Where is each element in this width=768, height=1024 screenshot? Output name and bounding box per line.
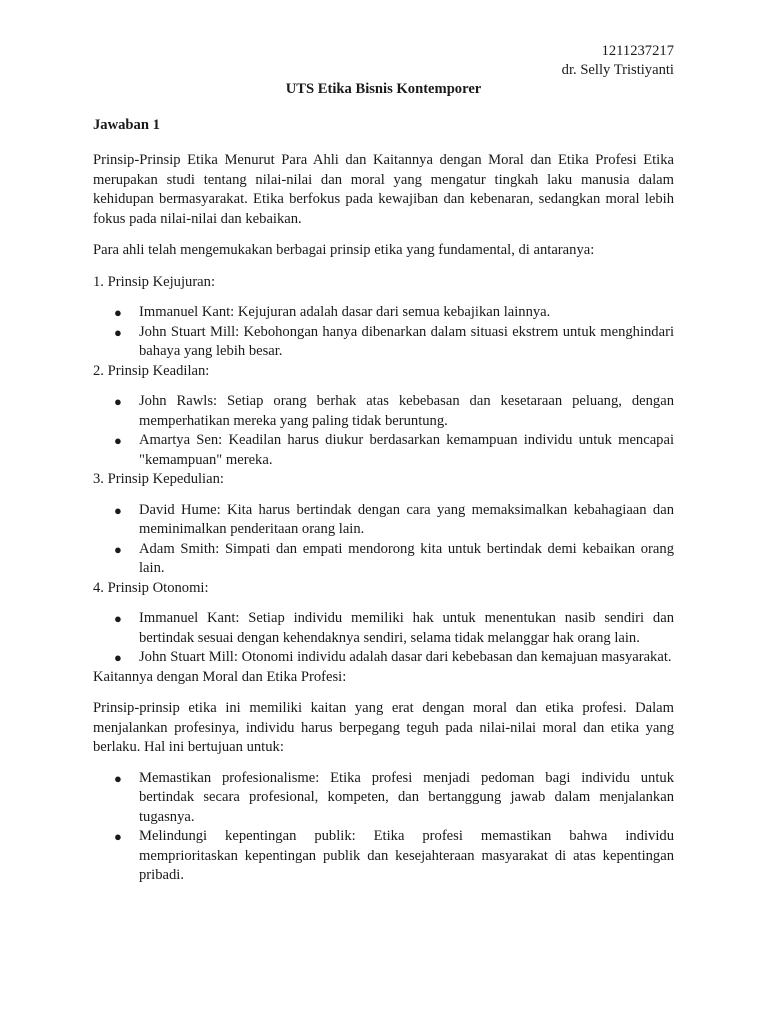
- list-item-text: Amartya Sen: Keadilan harus diukur berdasarkan kemampuan individu untuk mencapai "kemampuan" mereka.: [139, 432, 674, 468]
- list-item: [93, 648, 674, 668]
- list-item: [93, 769, 674, 828]
- bullet-icon: ●: [114, 394, 122, 409]
- list-item: [93, 303, 674, 323]
- intro-paragraph: Prinsip-Prinsip Etika Menurut Para Ahli dan Kaitannya dengan Moral dan Etika Profesi Etika merupakan studi tentang nilai-nilai dan moral yang mengatur tingkah laku manusia dalam kehidupan bermasyarakat. Etika berfokus pada kewajiban dan kebenaran, sedangkan moral lebih fokus pada nilai-nilai dan kebaikan.: [93, 152, 674, 227]
- lecturer-name: dr. Selly Tristiyanti: [561, 62, 674, 78]
- principle-title: 3. Prinsip Kepedulian:: [93, 471, 224, 487]
- relation-heading: Kaitannya dengan Moral dan Etika Profesi:: [93, 668, 347, 685]
- answer-heading: Jawaban 1: [93, 117, 160, 133]
- list-item-text: John Rawls: Setiap orang berhak atas kebebasan dan kesetaraan peluang, dengan memperhatikan mereka yang paling tidak beruntung.: [139, 393, 674, 429]
- list-item-text: Melindungi kepentingan publik: Etika profesi memastikan bahwa individu memprioritaskan kepentingan publik dan kesejahteraan masyarakat di atas kepentingan pribadi.: [139, 828, 674, 883]
- list-item-text: John Stuart Mill: Kebohongan hanya dibenarkan dalam situasi ekstrem untuk menghindari bahaya yang lebih besar.: [139, 323, 674, 359]
- bullet-icon: ●: [114, 541, 122, 557]
- document-page: [93, 42, 674, 886]
- list-item-text: John Stuart Mill: Otonomi individu adalah dasar dari kebebasan dan kemajuan masyarakat.: [139, 649, 672, 665]
- principle-list: [93, 501, 674, 579]
- principle-list: [93, 609, 674, 668]
- document-title: UTS Etika Bisnis Kontemporer: [285, 81, 482, 97]
- list-item: [93, 392, 674, 431]
- list-item-text: Adam Smith: Simpati dan empati mendorong kita untuk bertindak demi kebaikan orang lain.: [139, 540, 674, 576]
- list-item: [93, 609, 674, 648]
- bullet-icon: ●: [114, 611, 122, 626]
- list-item-text: Memastikan profesionalisme: Etika profesi menjadi pedoman bagi individu untuk bertindak secara profesional, kompeten, dan bertanggung jawab dalam menjalankan tugasnya.: [139, 769, 674, 825]
- bullet-icon: ●: [114, 502, 122, 518]
- relation-paragraph: Prinsip-prinsip etika ini memiliki kaitan yang erat dengan moral dan etika profesi. Dalam menjalankan profesinya, individu harus berpegang teguh pada nilai-nilai moral dan etika yang berlaku. Hal ini bertujuan untuk:: [93, 700, 674, 755]
- list-item-text: Immanuel Kant: Kejujuran adalah dasar dari semua kebajikan lainnya.: [139, 304, 551, 320]
- bullet-icon: ●: [114, 829, 122, 844]
- student-id: 1211237217: [601, 43, 674, 59]
- bullet-icon: ●: [114, 305, 122, 320]
- bullet-icon: ●: [114, 770, 122, 786]
- principle-list: [93, 392, 674, 470]
- list-item: [93, 323, 674, 362]
- bullet-icon: ●: [114, 433, 122, 448]
- principle-title: 1. Prinsip Kejujuran:: [93, 273, 216, 290]
- principle-list: [93, 303, 674, 362]
- principle-title: 2. Prinsip Keadilan:: [93, 362, 210, 379]
- experts-paragraph: Para ahli telah mengemukakan berbagai prinsip etika yang fundamental, di antaranya:: [93, 242, 595, 258]
- bullet-icon: ●: [114, 324, 122, 340]
- principle-title: 4. Prinsip Otonomi:: [93, 579, 209, 596]
- relation-list: [93, 769, 674, 886]
- list-item-text: David Hume: Kita harus bertindak dengan cara yang memaksimalkan kebahagiaan dan meminimalkan penderitaan orang lain.: [139, 501, 674, 537]
- list-item: [93, 827, 674, 886]
- list-item: [93, 501, 674, 540]
- list-item-text: Immanuel Kant: Setiap individu memiliki hak untuk menentukan nasib sendiri dan bertindak sesuai dengan kehendaknya sendiri, selama tidak melanggar hak orang lain.: [139, 610, 674, 646]
- list-item: [93, 540, 674, 579]
- list-item: [93, 431, 674, 470]
- bullet-icon: ●: [114, 650, 122, 665]
